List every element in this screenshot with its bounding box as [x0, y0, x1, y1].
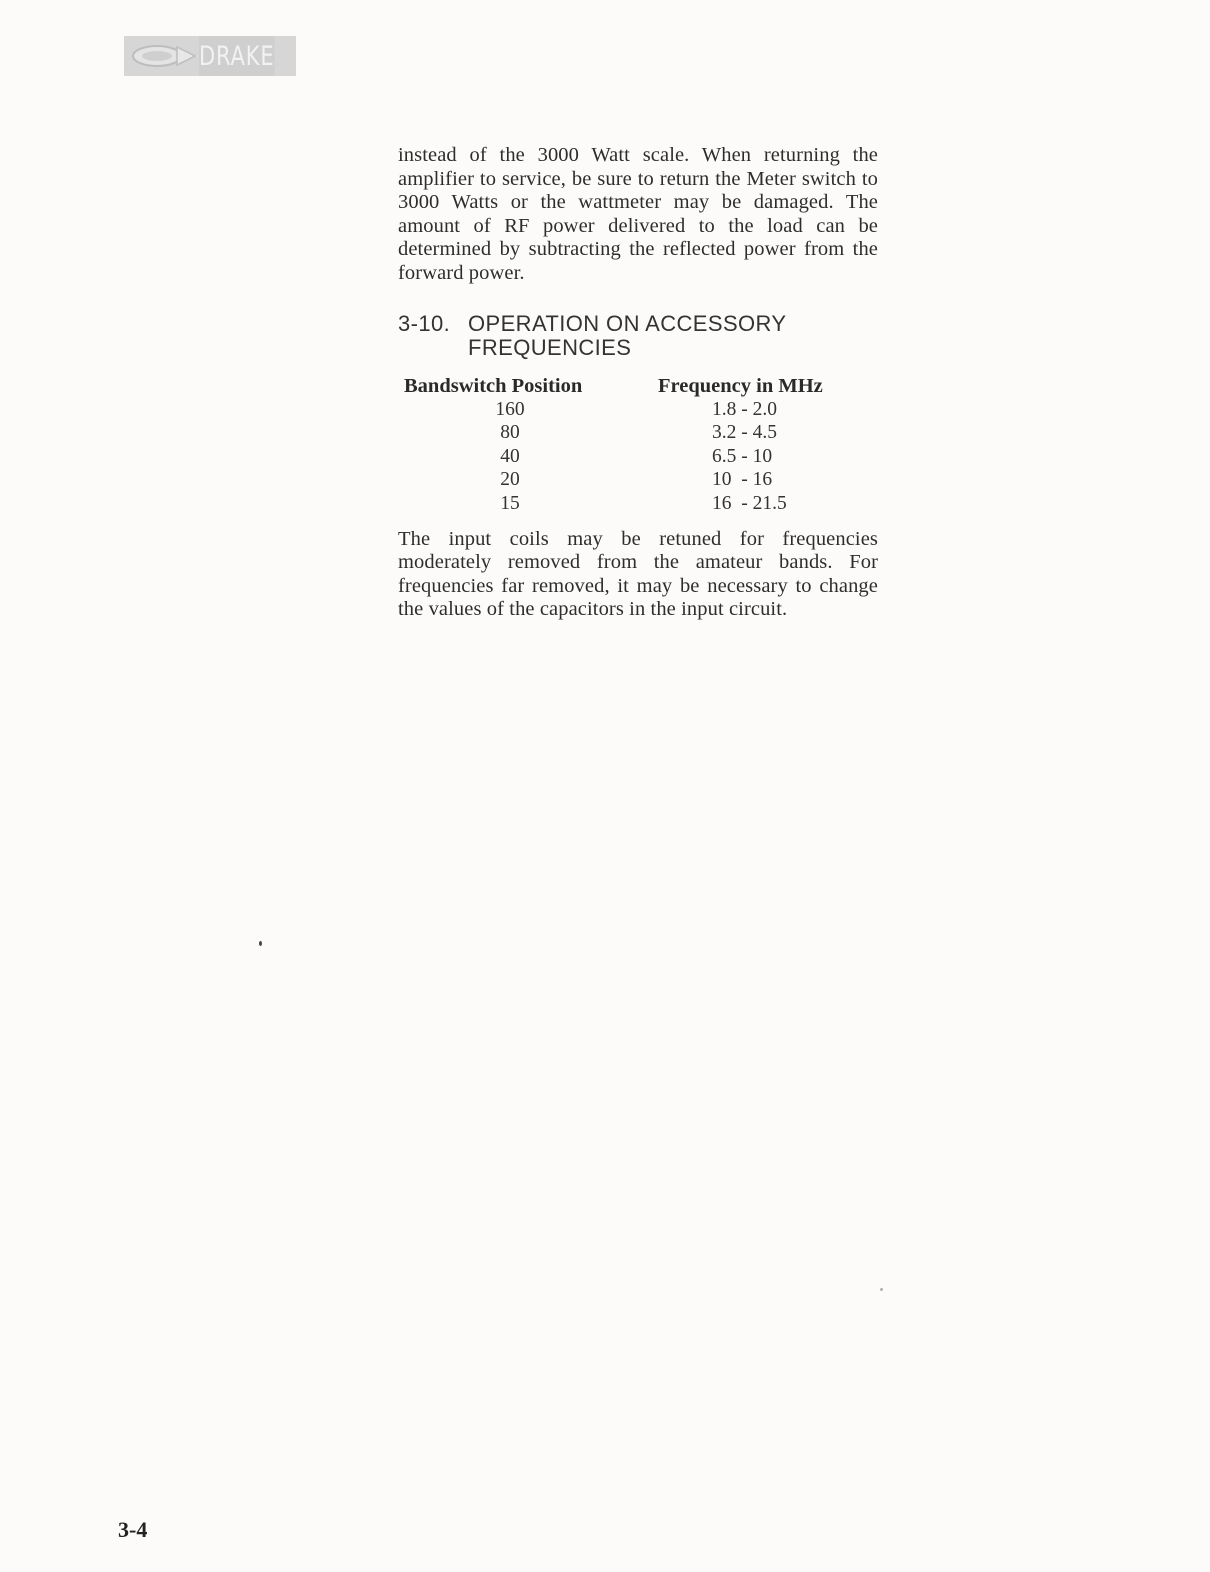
paragraph-input-coils: The input coils may be retuned for frequencies moderately removed from the amateur bands. For frequencies far removed, it may be necessary to change the values of the capacitors in the input circuit. [398, 527, 878, 621]
table-cell-position: 80 [500, 422, 520, 444]
table-row [398, 398, 878, 422]
page-number: 3-4 [118, 1517, 148, 1542]
table-cell-position: 15 [500, 492, 520, 514]
drake-emblem-icon [124, 36, 199, 76]
table-cell-frequency: 1.8 - 2.0 [712, 398, 777, 420]
scan-speck [880, 1288, 883, 1291]
scan-speck [259, 941, 262, 946]
section-title-line-1: OPERATION ON ACCESSORY [468, 310, 787, 336]
table-header-row [398, 374, 878, 398]
table-cell-position: 160 [495, 398, 525, 420]
table-row [398, 468, 878, 492]
table-cell-frequency: 3.2 - 4.5 [712, 422, 777, 444]
table-cell-position: 40 [500, 445, 520, 467]
text-column [398, 144, 878, 622]
section-heading [398, 312, 878, 360]
table-row [398, 445, 878, 469]
section-number: 3-10. [398, 310, 451, 336]
table-cell-frequency: 6.5 - 10 [712, 445, 773, 467]
logo-wordmark: DRAKE [199, 36, 274, 76]
section-title [468, 312, 878, 360]
table-cell-frequency: 10 - 16 [712, 469, 773, 491]
section-title-line-2: FREQUENCIES [468, 334, 632, 360]
table-cell-frequency: 16 - 21.5 [712, 492, 787, 514]
table-row [398, 421, 878, 445]
frequency-table [398, 374, 878, 516]
drake-logo [124, 36, 296, 76]
table-header-bandswitch: Bandswitch Position [404, 374, 583, 397]
paragraph-meter-scale: instead of the 3000 Watt scale. When returning the amplifier to service, be sure to return the Meter switch to 3000 Watts or the wattmeter may be damaged. The amount of RF power delivered to the load can be determined by subtracting the reflected power from the forward power. [398, 144, 878, 284]
table-cell-position: 20 [500, 469, 520, 491]
table-header-frequency: Frequency in MHz [658, 374, 823, 397]
table-row [398, 492, 878, 516]
